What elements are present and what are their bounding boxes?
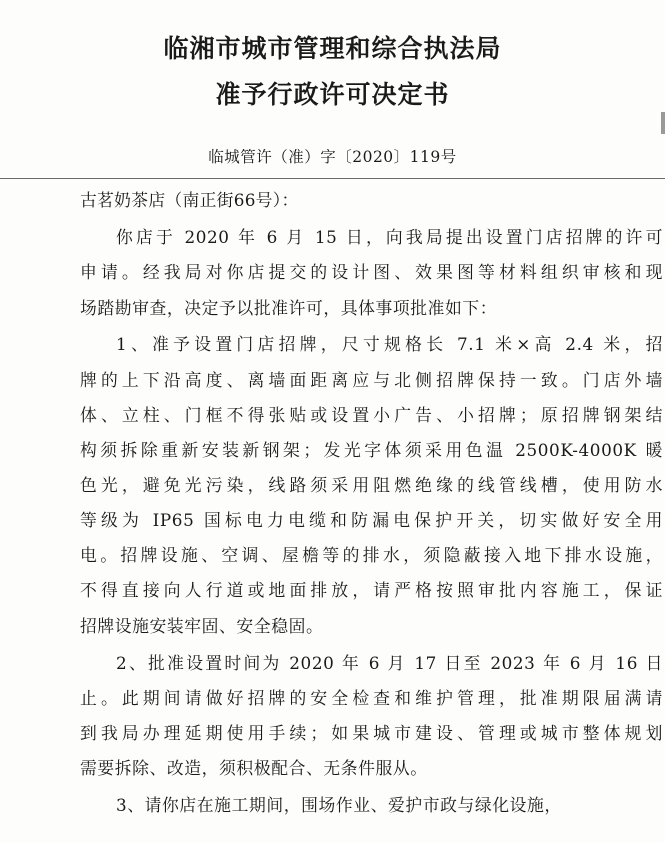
body-line: 不得直接向人行道或地面排放，请严格按照审批内容施工，保证 xyxy=(80,580,663,600)
body-line: 等级为 IP65 国标电力电缆和防漏电保护开关，切实做好安全用 xyxy=(80,510,663,530)
body-line: 止。此期间请做好招牌的安全检查和维护管理，批准期限届满请 xyxy=(80,688,663,708)
scan-edge-mark xyxy=(661,112,665,134)
body-line: 体、立柱、门框不得张贴或设置小广告、小招牌；原招牌钢架结 xyxy=(80,405,663,425)
body-line: 场踏勘审查，决定予以批准许可，具体事项批准如下： xyxy=(80,298,498,318)
body-line: 牌的上下沿高度、离墙面距离应与北侧招牌保持一致。门店外墙 xyxy=(80,370,663,390)
recipient-line: 古茗奶茶店（南正街66号）： xyxy=(80,190,299,210)
body-line: 1、准予设置门店招牌，尺寸规格长 7.1 米×高 2.4 米，招 xyxy=(116,334,663,354)
document-type-title: 准予行政许可决定书 xyxy=(215,80,450,109)
body-line: 构须拆除重新安装新钢架；发光字体须采用色温 2500K-4000K 暖 xyxy=(80,440,663,460)
body-line: 到我局办理延期使用手续；如果城市建设、管理或城市整体规划 xyxy=(80,723,663,743)
body-line: 电。招牌设施、空调、屋檐等的排水，须隐蔽接入地下排水设施， xyxy=(80,545,663,565)
body-line: 申请。经我局对你店提交的设计图、效果图等材料组织审核和现 xyxy=(80,262,663,282)
document-number: 临城管许（准）字〔2020〕119号 xyxy=(208,148,457,166)
header-divider xyxy=(0,178,665,179)
body-line: 招牌设施安装牢固、安全稳固。 xyxy=(80,616,324,636)
body-line: 你店于 2020 年 6 月 15 日，向我局提出设置门店招牌的许可 xyxy=(116,227,663,247)
body-line: 3、请你店在施工期间，围场作业、爱护市政与绿化设施， xyxy=(116,795,562,815)
body-line: 需要拆除、改造，须积极配合、无条件服从。 xyxy=(80,758,428,778)
body-line: 2、批准设置时间为 2020 年 6 月 17 日至 2023 年 6 月 16 日 xyxy=(116,653,663,673)
body-line: 色光，避免光污染，线路须采用阻燃绝缘的线管线槽，使用防水 xyxy=(80,475,663,495)
issuing-authority-title: 临湘市城市管理和综合执法局 xyxy=(163,34,502,63)
